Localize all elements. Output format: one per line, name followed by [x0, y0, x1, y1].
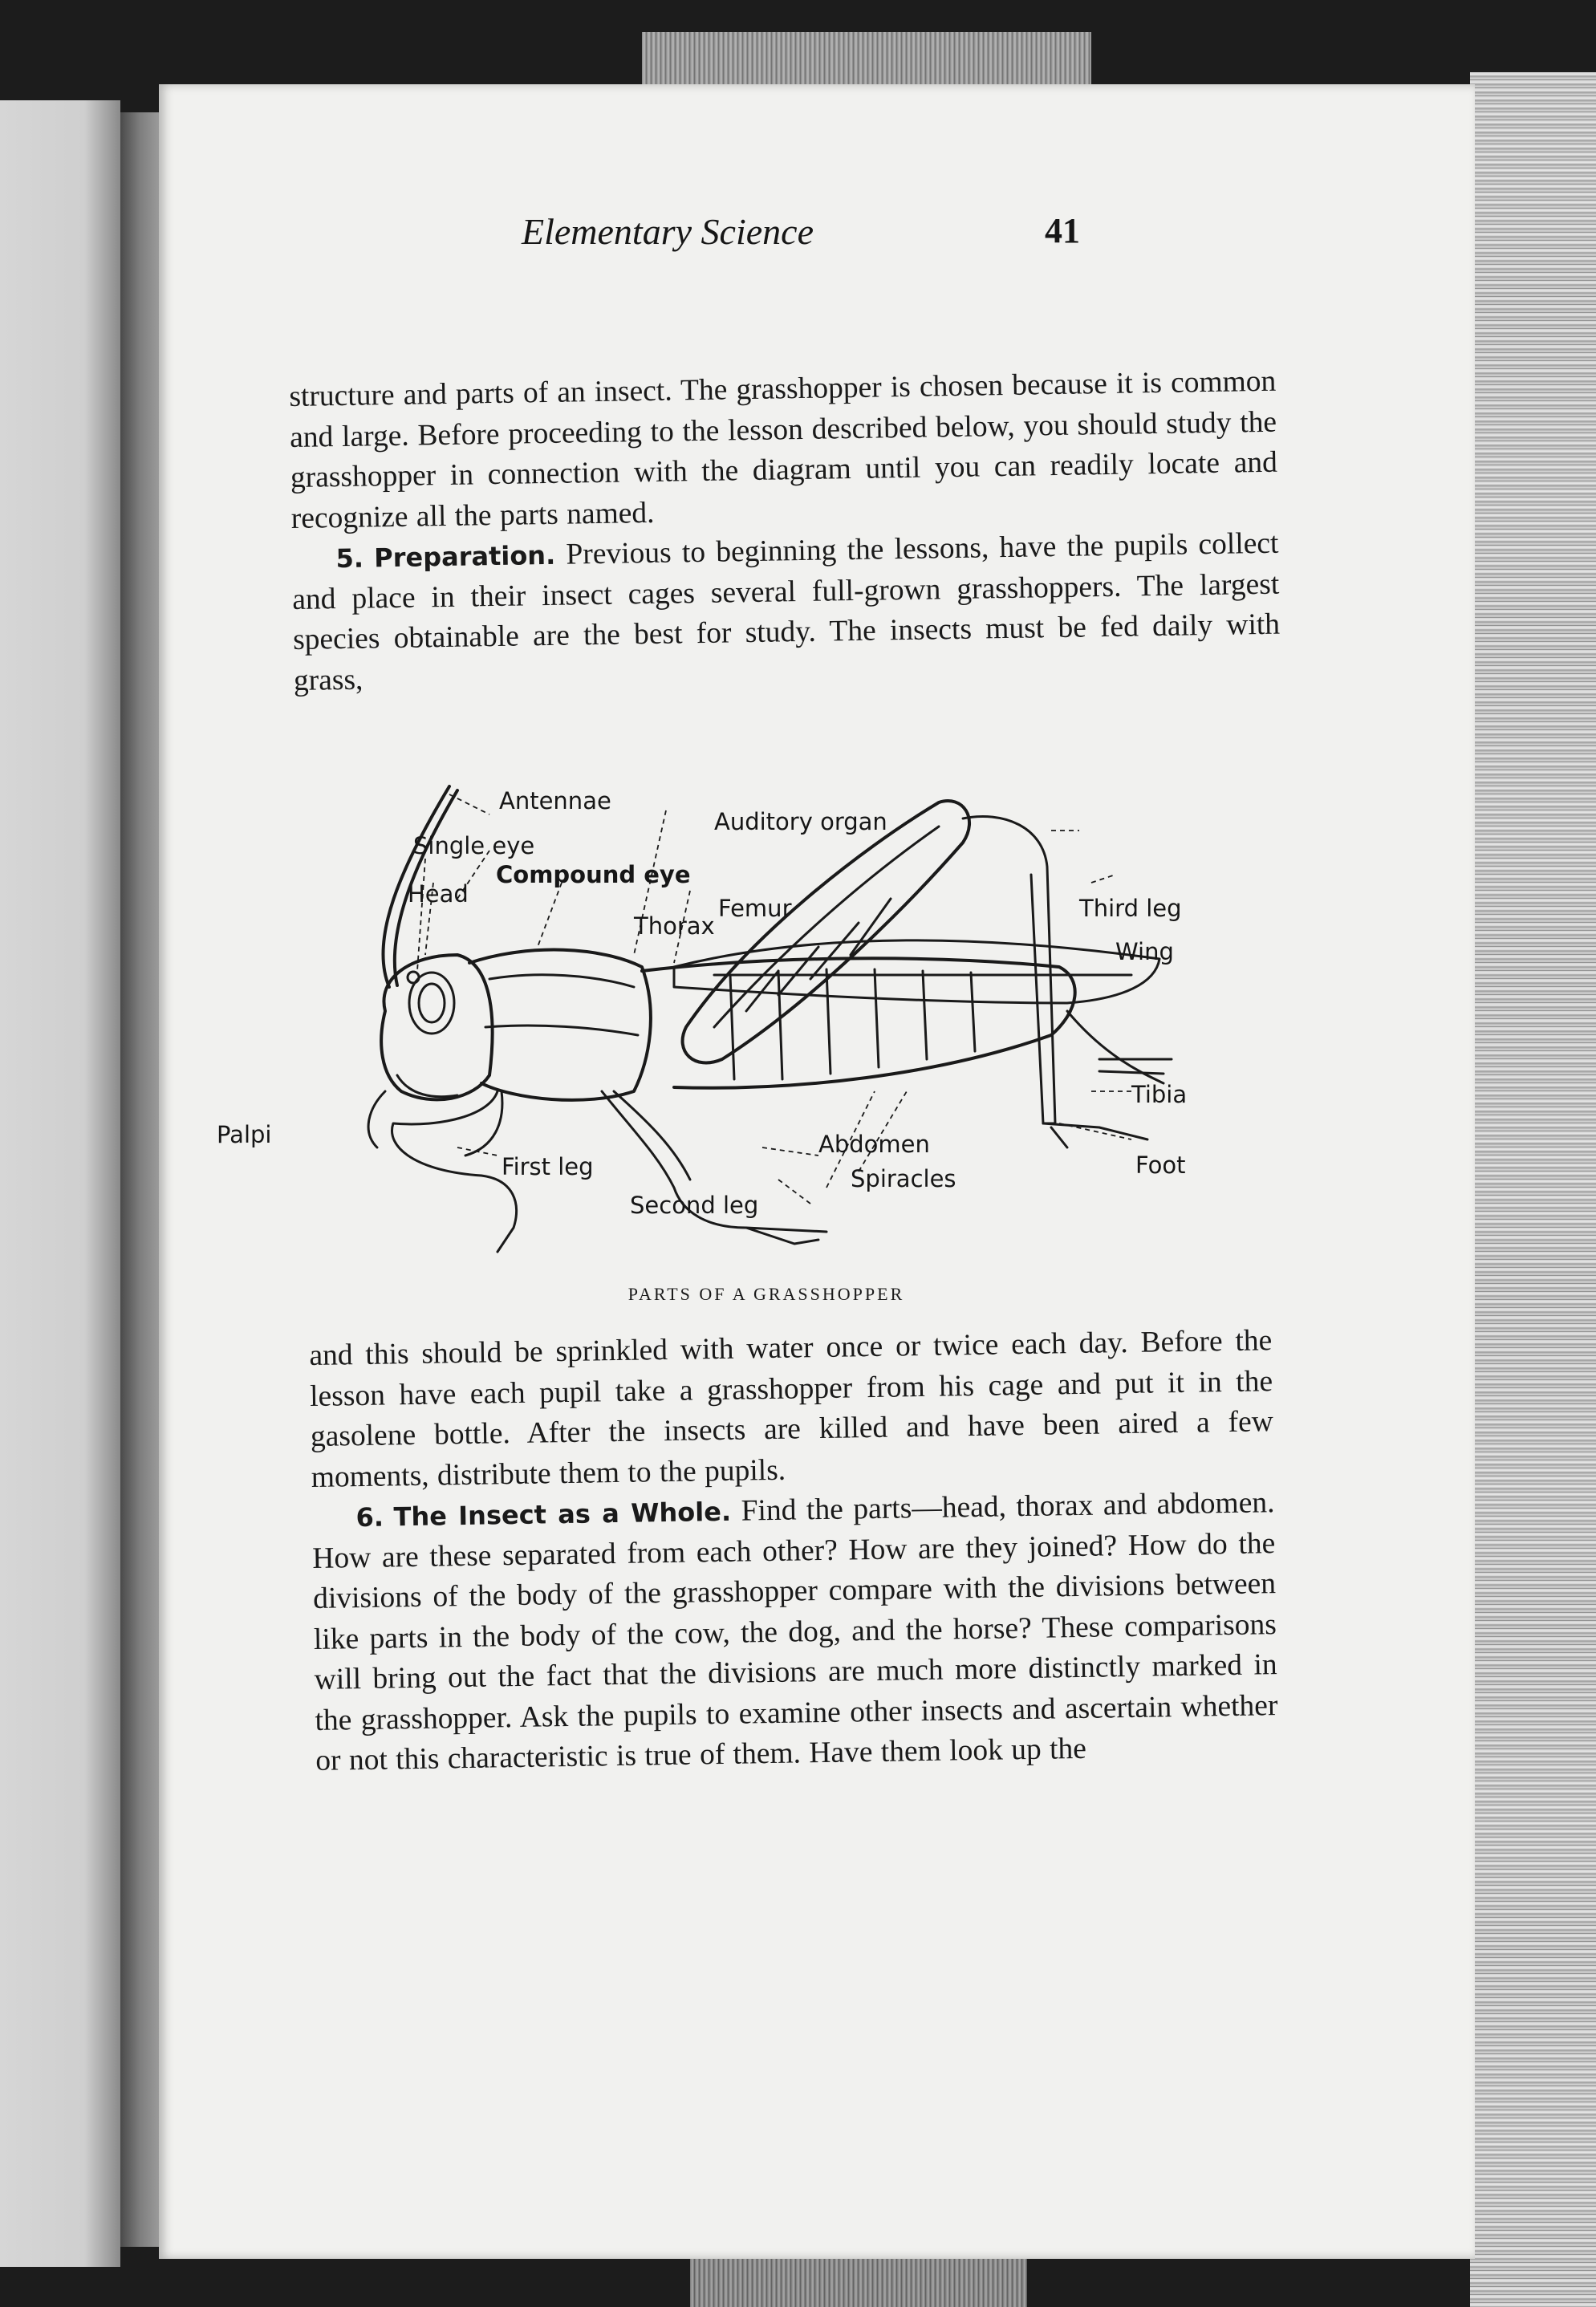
label-head: Head — [408, 880, 469, 908]
label-antennae: Antennae — [499, 787, 611, 814]
paragraph-text: Find the parts—head, thorax and abdomen. How are these separated from each other? How are they joined? How do the divisions of the body of the grasshopper compare with the divisions between like parts in the body of the cow, the dog, and the horse? These comparisons will bring out the fact that the divisions are much more distinctly marked in the grasshopper. Ask the pupils to examine other insects and ascertain whether or not this characteristic is true of them. Have them look up the — [312, 1486, 1278, 1777]
paragraph: and this should be sprinkled with water once or twice each day. Before the lesson have each pupil take a grasshopper from his cage and put it in the gasolene bottle. After the insects are killed and have been aired a few moments, distribute them to the pupils. — [309, 1324, 1274, 1494]
label-thorax: Thorax — [634, 912, 715, 940]
paragraph — [311, 1483, 1278, 1781]
running-head — [427, 210, 1133, 274]
paragraph: structure and parts of an insect. The grasshopper is chosen because it is common and large. Before proceeding to the lesson described below, you should study the grasshopper in connection with the diagram until you can readily locate and recognize all the parts named. — [289, 364, 1278, 535]
label-single-eye: Single eye — [413, 832, 535, 859]
left-page-edge — [0, 100, 120, 2267]
grasshopper-figure — [217, 770, 1236, 1292]
label-abdomen: Abdomen — [818, 1131, 930, 1158]
label-femur: Femur — [718, 895, 792, 922]
label-auditory-organ: Auditory organ — [714, 808, 887, 835]
text-block-bottom — [309, 1321, 1279, 1781]
label-palpi: Palpi — [217, 1121, 272, 1148]
text-block-top — [289, 362, 1281, 701]
label-third-leg: Third leg — [1079, 895, 1182, 922]
label-spiracles: Spiracles — [851, 1165, 956, 1192]
label-second-leg: Second leg — [630, 1192, 759, 1219]
page-number: 41 — [1045, 211, 1080, 250]
section-title: Preparation. — [373, 539, 556, 574]
page-edges — [1470, 72, 1596, 2307]
label-compound-eye: Compound eye — [496, 861, 691, 888]
section-title: The Insect as a Whole. — [393, 1496, 732, 1533]
paragraph — [291, 524, 1281, 701]
label-foot: Foot — [1135, 1151, 1186, 1179]
section-number: 6. — [355, 1501, 384, 1533]
label-first-leg: First leg — [502, 1153, 594, 1180]
book-binding-bottom — [690, 2259, 1027, 2307]
label-tibia: Tibia — [1131, 1081, 1188, 1108]
running-title: Elementary Science — [522, 211, 814, 252]
figure-caption: PARTS OF A GRASSHOPPER — [627, 1284, 905, 1304]
section-number: 5. — [335, 542, 364, 575]
book-gutter — [120, 112, 159, 2247]
label-wing: Wing — [1115, 938, 1174, 965]
paragraph-text: Previous to beginning the lessons, have the pupils collect and place in their insect cages several full-grown grasshoppers. The largest species obtainable are the best for study. The insects must be fed daily with grass, — [292, 526, 1281, 697]
